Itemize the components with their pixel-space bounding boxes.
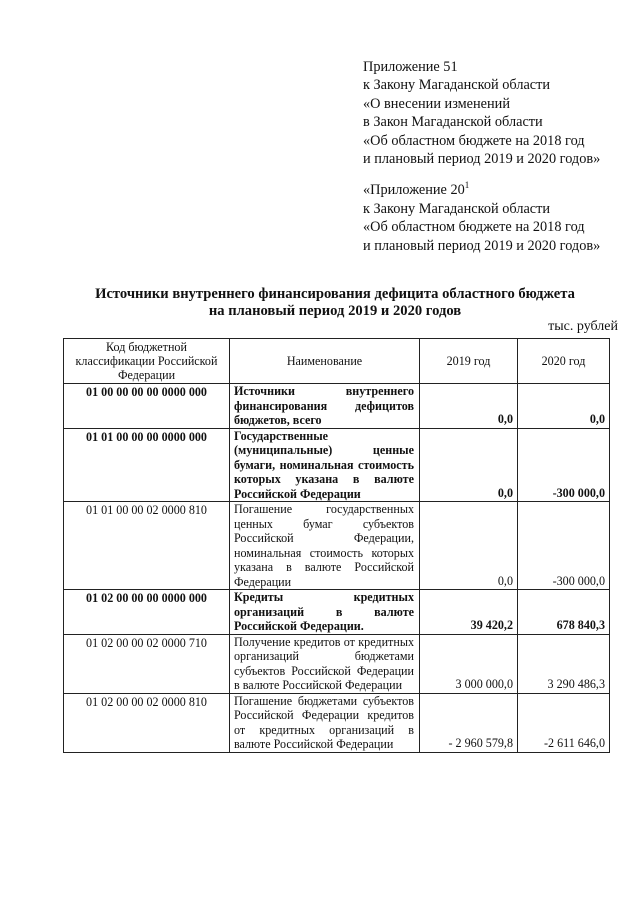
table-row: [64, 590, 610, 635]
appendix-line: в Закон Магаданской области: [363, 114, 543, 131]
row-2020: -2 611 646,0: [518, 693, 610, 752]
row-2019: 0,0: [420, 502, 518, 590]
row-code: 01 02 00 00 00 0000 000: [64, 590, 230, 635]
table-row: [64, 634, 610, 693]
appendix-line: Приложение 51: [363, 59, 458, 75]
sub-appendix-line: [363, 181, 600, 199]
row-2020: -300 000,0: [518, 502, 610, 590]
row-2019: 3 000 000,0: [420, 634, 518, 693]
row-2020: 678 840,3: [518, 590, 610, 635]
table-row: [64, 502, 610, 590]
title-line: Источники внутреннего финансирования дефицита областного бюджета: [95, 286, 575, 302]
row-2019: - 2 960 579,8: [420, 693, 518, 752]
row-code: 01 01 00 00 02 0000 810: [64, 502, 230, 590]
header-2020: 2020 год: [518, 339, 610, 384]
row-code: 01 00 00 00 00 0000 000: [64, 384, 230, 429]
row-code: 01 01 00 00 00 0000 000: [64, 428, 230, 502]
sub-appendix-superscript: 1: [464, 179, 470, 190]
title-line: на плановый период 2019 и 2020 годов: [208, 303, 462, 319]
row-code: 01 02 00 00 02 0000 710: [64, 634, 230, 693]
table-row: [64, 384, 610, 429]
row-name: Источники внутреннего финансирования дефицитов бюджетов, всего: [230, 384, 420, 429]
row-2019: 39 420,2: [420, 590, 518, 635]
table-row: [64, 428, 610, 502]
appendix-line: «Об областном бюджете на 2018 год: [363, 132, 585, 149]
appendix-line: «О внесении изменений: [363, 95, 510, 112]
appendix-header: [363, 58, 600, 255]
row-2019: 0,0: [420, 428, 518, 502]
financing-table: [63, 338, 610, 753]
row-2019: 0,0: [420, 384, 518, 429]
sub-appendix-line: «Об областном бюджете на 2018 год: [363, 219, 585, 236]
appendix-line: к Закону Магаданской области: [363, 77, 551, 94]
sub-appendix-prefix: «Приложение 20: [363, 182, 465, 199]
header-code: Код бюджетной классификации Российской Федерации: [64, 339, 230, 384]
row-2020: 0,0: [518, 384, 610, 429]
table-header-row: [64, 339, 610, 384]
row-name: Получение кредитов от кредитных организаций бюджетами субъектов Российской Федерации в валюте Российской Федерации: [230, 634, 420, 693]
row-name: Государственные (муниципальные) ценные бумаги, номинальная стоимость которых указана в валюте Российской Федерации: [230, 428, 420, 502]
sub-appendix-line: к Закону Магаданской области: [363, 200, 551, 217]
units-label: тыс. рублей: [548, 319, 618, 334]
table-row: [64, 693, 610, 752]
row-code: 01 02 00 00 02 0000 810: [64, 693, 230, 752]
header-name: Наименование: [230, 339, 420, 384]
document-title: [40, 286, 630, 320]
header-2019: 2019 год: [420, 339, 518, 384]
row-2020: 3 290 486,3: [518, 634, 610, 693]
row-name: Кредиты кредитных организаций в валюте Российской Федерации.: [230, 590, 420, 635]
row-2020: -300 000,0: [518, 428, 610, 502]
sub-appendix-line: и плановый период 2019 и 2020 годов»: [363, 237, 601, 254]
row-name: Погашение бюджетами субъектов Российской Федерации кредитов от кредитных организаций в валюте Российской Федерации: [230, 693, 420, 752]
appendix-line: и плановый период 2019 и 2020 годов»: [363, 151, 601, 168]
row-name: Погашение государственных ценных бумаг субъектов Российской Федерации, номинальная стоимость которых указана в валюте Российской Федерации: [230, 502, 420, 590]
